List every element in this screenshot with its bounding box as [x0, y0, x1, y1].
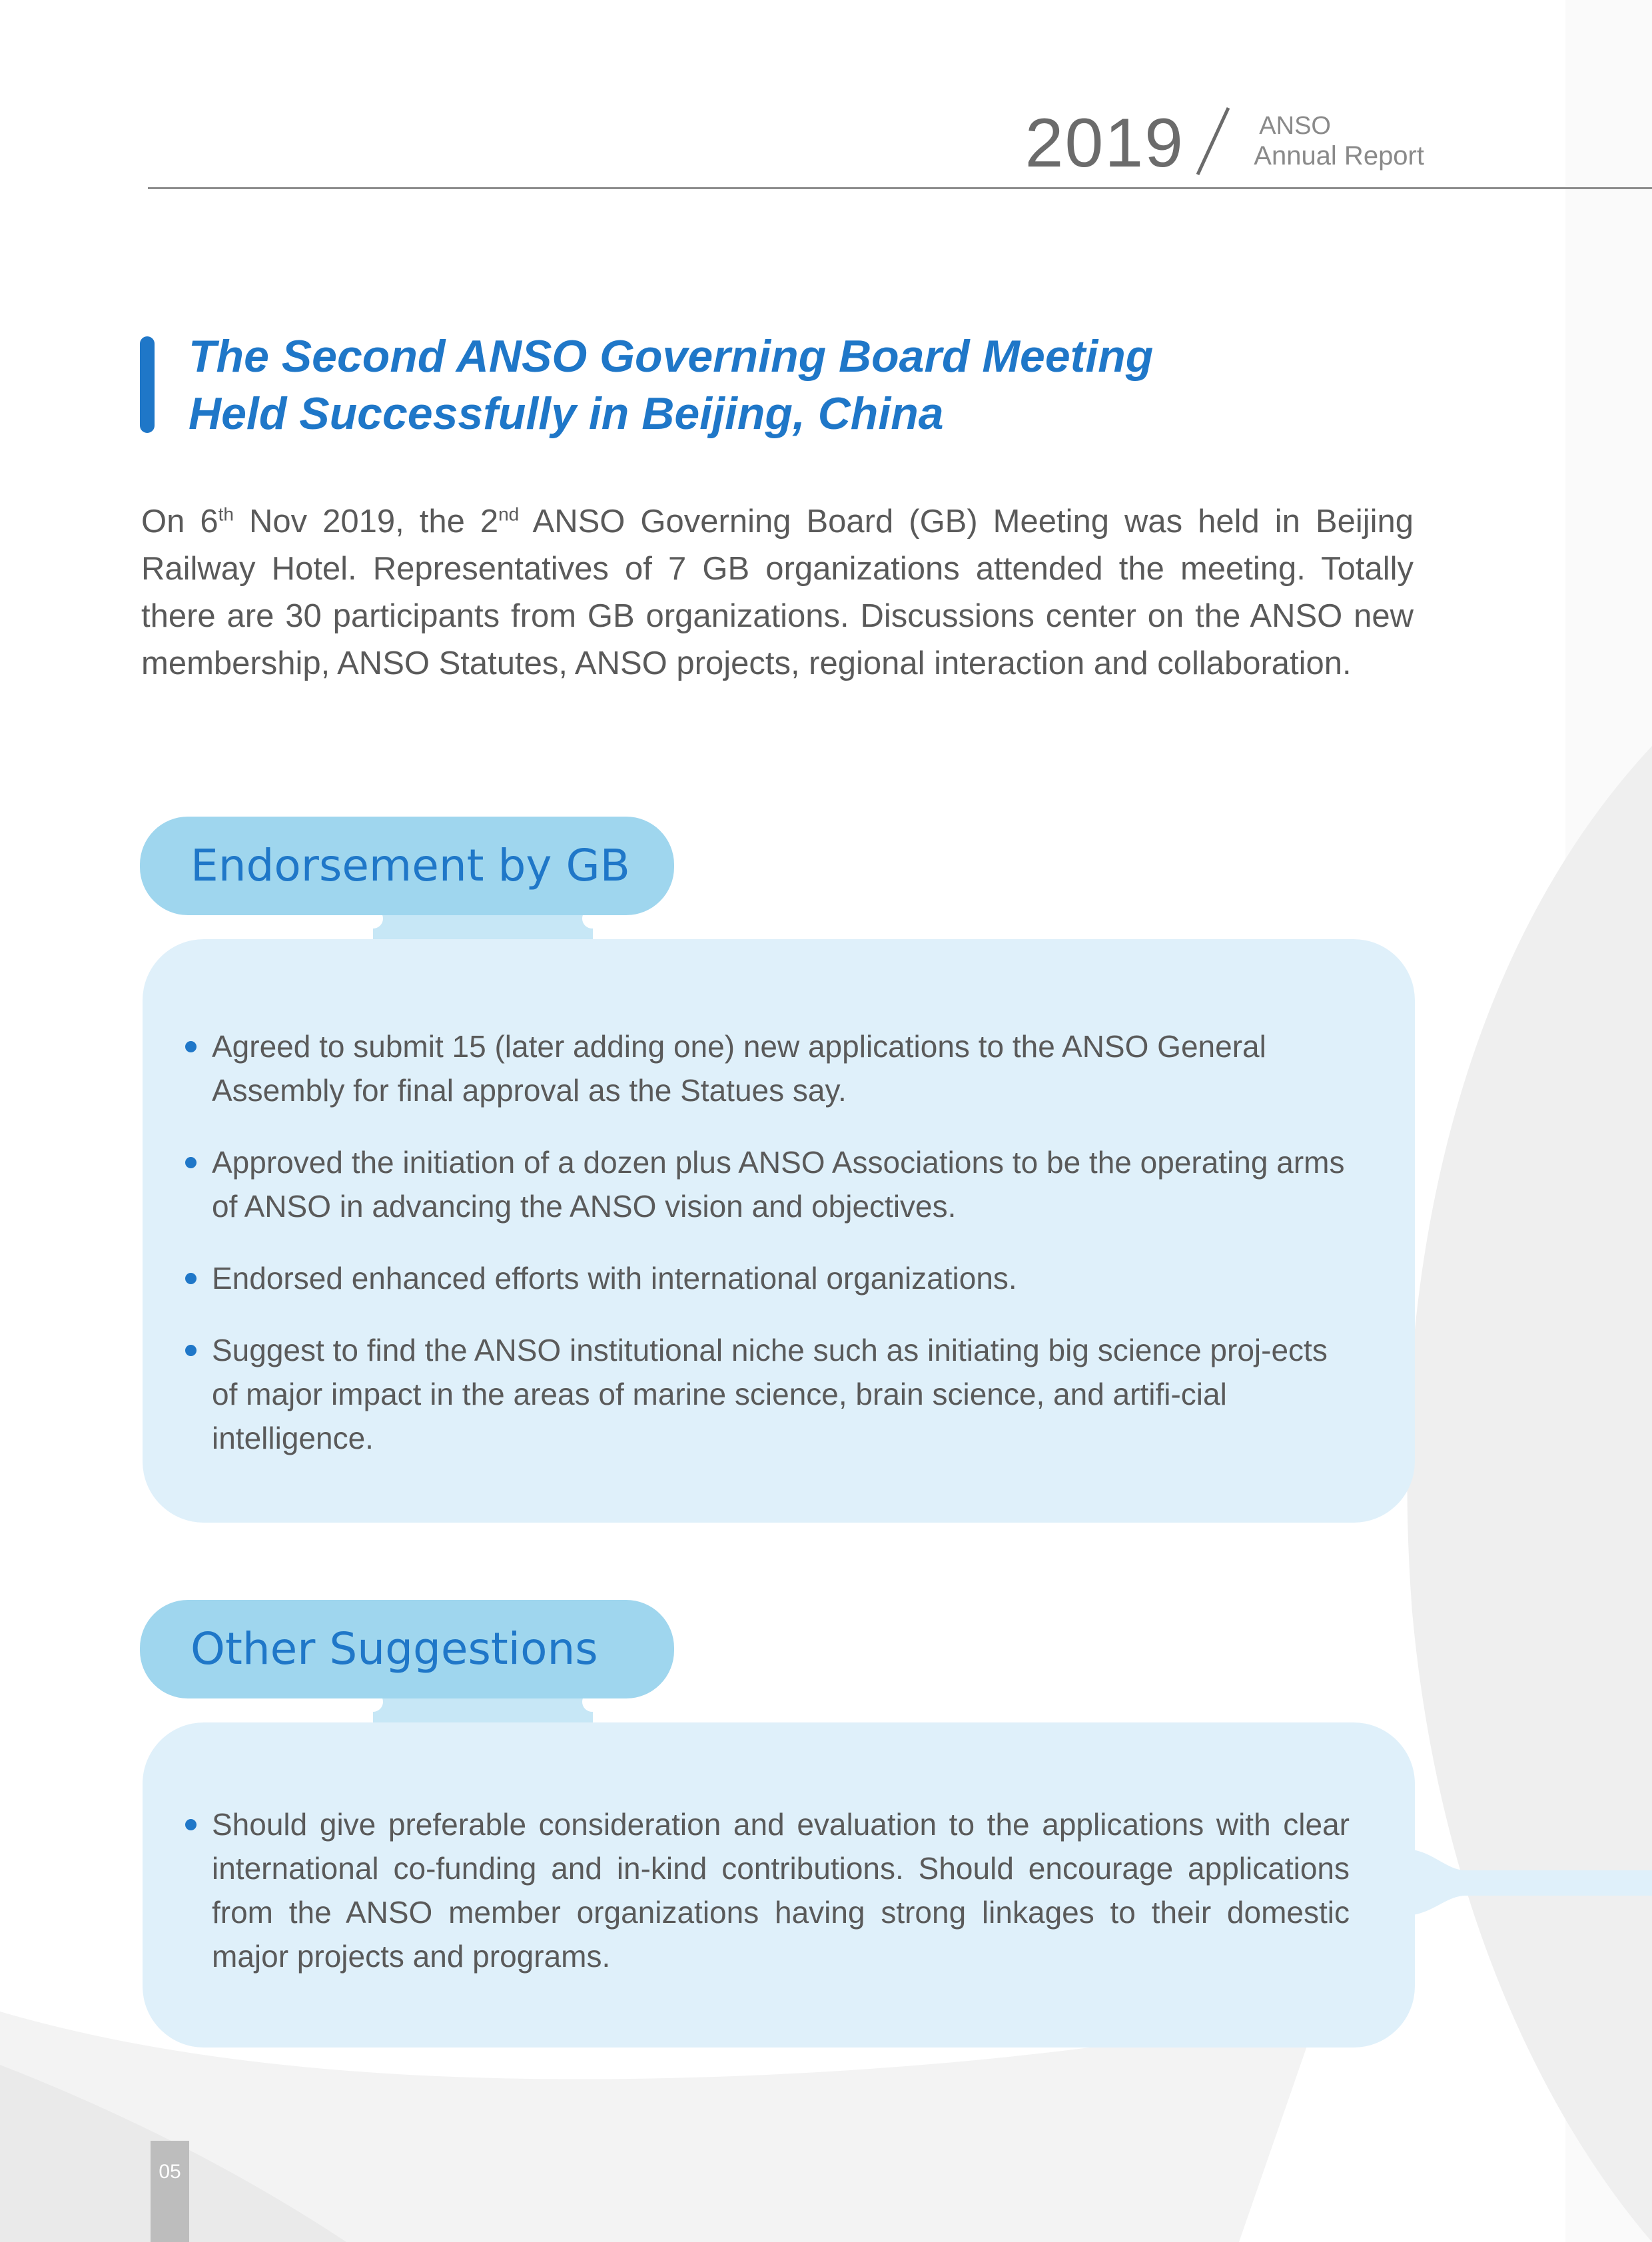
header-rule	[148, 187, 1652, 189]
article-title-line-1: The Second ANSO Governing Board Meeting	[189, 331, 1154, 382]
intro-sup-1: th	[218, 504, 234, 525]
header-slash-divider	[1194, 105, 1231, 177]
list-item-text: Should give preferable consideration and evaluation to the applications with clear international co-funding and in-kind contributions. Should encourage applications from the ANSO member organizations having strong linkages to their domestic major projects and programs.	[212, 1807, 1350, 1974]
page-number-tab	[151, 2141, 189, 2242]
section-label-other-suggestions: Other Suggestions	[191, 1623, 598, 1675]
list-item	[143, 1256, 1350, 1300]
bullet-icon	[185, 1273, 197, 1284]
other-suggestions-card	[143, 1722, 1415, 2048]
article-title	[189, 328, 1454, 442]
bullet-icon	[185, 1041, 197, 1052]
bullet-icon	[185, 1157, 197, 1168]
bullet-icon	[185, 1345, 197, 1356]
other-suggestions-list	[143, 1802, 1350, 1978]
list-item	[143, 1328, 1350, 1460]
endorsement-card	[143, 939, 1415, 1523]
intro-text-3: ANSO Governing Board (GB) Meeting was held in Beijing Railway Hotel. Representatives of 7 GB organizations attended the meeting. Totally there are 30 participants from GB organizations. Discussions center on the ANSO new membership, ANSO Statutes, ANSO projects, regional interaction and collaboration.	[141, 504, 1414, 681]
list-item-text: Approved the initiation of a dozen plus ANSO Associations to be the operating arms of ANSO in advancing the ANSO vision and objectives.	[212, 1145, 1345, 1224]
intro-text-2: Nov 2019, the 2	[233, 504, 499, 540]
intro-text-1: On 6	[141, 504, 218, 540]
section-pill-other-suggestions	[140, 1600, 674, 1698]
section-pill-endorsement	[140, 817, 674, 915]
list-item-text: Agreed to submit 15 (later adding one) new applications to the ANSO General Assembly for final approval as the Statues say.	[212, 1029, 1266, 1108]
page-number: 05	[159, 2161, 181, 2183]
header-year: 2019	[1025, 105, 1184, 182]
section-label-endorsement: Endorsement by GB	[191, 840, 630, 891]
header-org: ANSO	[1259, 112, 1331, 140]
list-item	[143, 1802, 1350, 1978]
endorsement-list	[143, 1024, 1350, 1460]
title-accent-bar	[140, 336, 155, 433]
bullet-icon	[185, 1819, 197, 1830]
list-item-text: Suggest to find the ANSO institutional niche such as initiating big science proj-ects of major impact in the areas of marine science, brain science, and artifi-cial intelligence.	[212, 1333, 1328, 1455]
intro-paragraph	[141, 498, 1414, 687]
list-item	[143, 1140, 1350, 1228]
card-tab-connector	[1404, 1849, 1652, 1916]
list-item-text: Endorsed enhanced efforts with international organizations.	[212, 1261, 1017, 1296]
list-item	[143, 1024, 1350, 1112]
intro-sup-2: nd	[498, 504, 520, 525]
header-report-label: Annual Report	[1254, 141, 1424, 171]
article-title-line-2: Held Successfully in Beijing, China	[189, 388, 944, 439]
